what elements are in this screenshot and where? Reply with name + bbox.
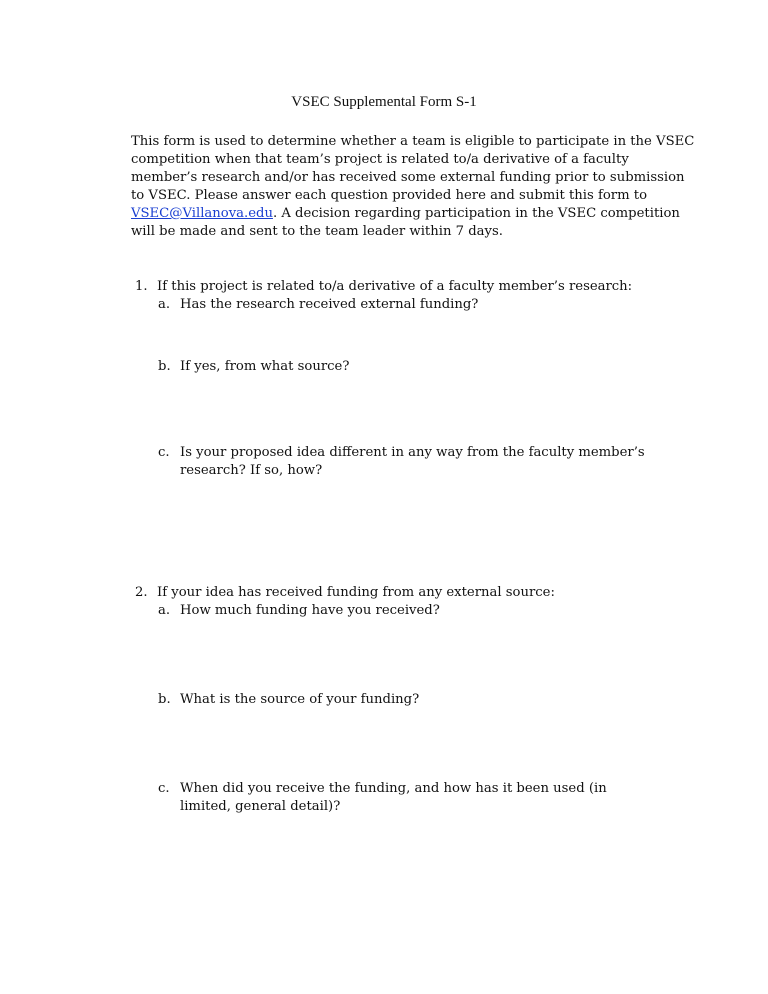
intro-line: to VSEC. Please answer each question provided here and submit this form to xyxy=(131,188,648,203)
question-text: How much funding have you received? xyxy=(180,603,440,618)
list-marker: b. xyxy=(158,359,171,374)
intro-line: This form is used to determine whether a team is eligible to participate in the VSEC xyxy=(131,134,695,149)
question-text: research? If so, how? xyxy=(180,463,323,478)
question-1c xyxy=(158,444,645,480)
list-marker: a. xyxy=(158,603,171,618)
question-text: Is your proposed idea different in any way from the faculty member’s xyxy=(180,445,645,460)
question-2a xyxy=(158,602,440,620)
form-title: VSEC Supplemental Form S-1 xyxy=(291,94,477,110)
list-marker: c. xyxy=(158,781,170,796)
question-2 xyxy=(135,584,555,602)
list-marker: 1. xyxy=(135,279,148,294)
question-1a xyxy=(158,296,478,314)
question-2b xyxy=(158,691,419,709)
question-text: If this project is related to/a derivative of a faculty member’s research: xyxy=(157,279,633,294)
intro-line: competition when that team’s project is related to/a derivative of a faculty xyxy=(131,152,629,167)
question-text: Has the research received external funding? xyxy=(180,297,479,312)
list-marker: b. xyxy=(158,692,171,707)
email-link[interactable]: VSEC@Villanova.edu xyxy=(131,206,273,221)
question-text: If yes, from what source? xyxy=(180,359,350,374)
question-text: If your idea has received funding from any external source: xyxy=(157,585,555,600)
question-text: What is the source of your funding? xyxy=(180,692,420,707)
intro-line-text: . A decision regarding participation in the VSEC competition xyxy=(272,206,680,221)
question-text: limited, general detail)? xyxy=(180,799,341,814)
intro-line: member’s research and/or has received some external funding prior to submission xyxy=(131,170,685,185)
intro-line: will be made and sent to the team leader within 7 days. xyxy=(131,224,503,239)
question-2c xyxy=(158,780,607,816)
list-marker: a. xyxy=(158,297,171,312)
question-1 xyxy=(135,278,632,296)
intro-paragraph xyxy=(131,133,695,241)
question-1b xyxy=(158,358,349,376)
list-marker: c. xyxy=(158,445,170,460)
intro-line xyxy=(131,205,680,223)
list-marker: 2. xyxy=(135,585,148,600)
question-text: When did you receive the funding, and how has it been used (in xyxy=(180,781,607,796)
